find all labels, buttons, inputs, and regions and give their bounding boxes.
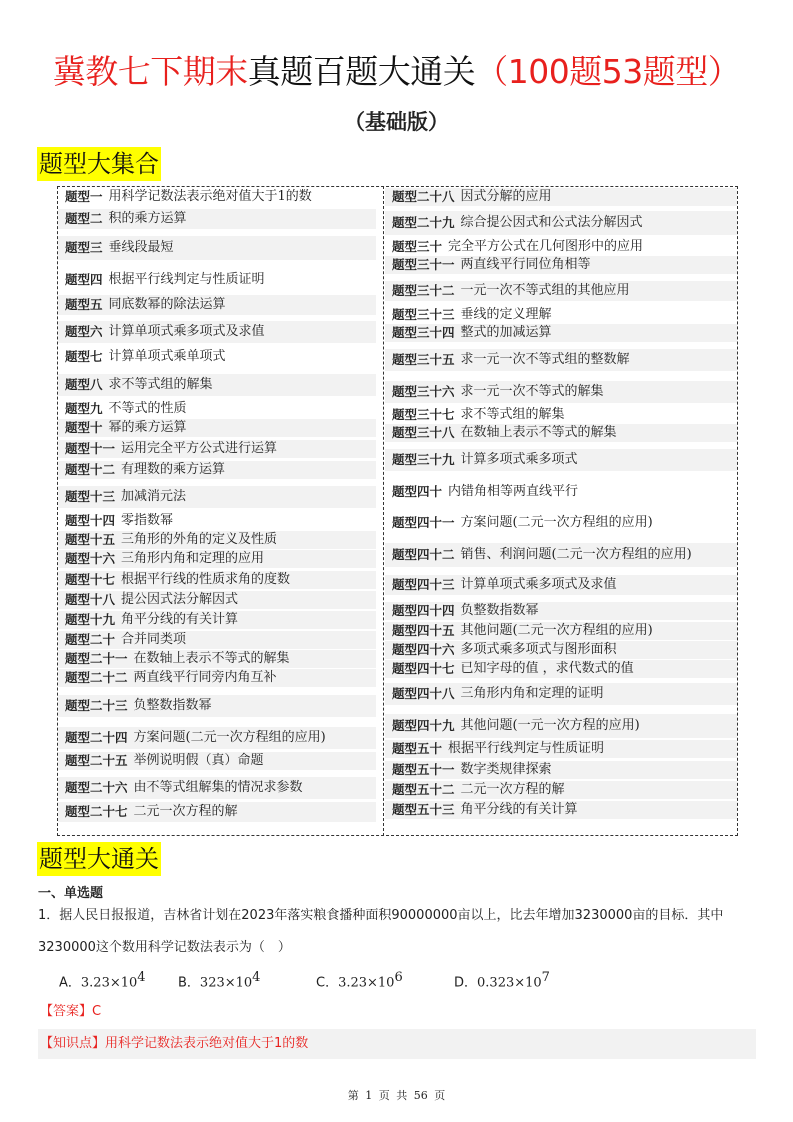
toc-item-text: 求不等式组的解集: [460, 407, 565, 422]
toc-item-right-5: [385, 281, 737, 301]
toc-item-left-11: [58, 440, 376, 458]
toc-item-left-20: [58, 631, 376, 649]
toc-item-left-23: [58, 695, 376, 717]
toc-item-text: 加减消元法: [121, 489, 187, 504]
toc-item-text: 两直线平行同位角相等: [460, 257, 591, 272]
title-red-part: 冀教七下期末: [52, 52, 248, 91]
toc-item-text: 零指数幂: [121, 513, 174, 528]
toc-item-label: 题型五: [65, 297, 103, 312]
toc-item-left-6: [58, 321, 376, 343]
toc-item-text: 三角形的外角的定义及性质: [121, 532, 278, 547]
toc-item-right-13: [385, 481, 737, 503]
toc-item-text: 角平分线的有关计算: [460, 802, 578, 817]
toc-item-right-14: [385, 513, 737, 533]
toc-item-text: 角平分线的有关计算: [121, 612, 239, 627]
toc-item-label: 题型七: [65, 349, 103, 364]
toc-item-label: 题型三十: [392, 239, 443, 254]
toc-item-right-1: [385, 188, 737, 206]
toc-divider: [383, 186, 384, 836]
toc-item-text: 举例说明假（真）命题: [133, 753, 264, 768]
toc-item-text: 数字类规律探索: [460, 762, 552, 777]
toc-item-left-19: [58, 611, 376, 629]
part-title: 一、单选题: [38, 886, 104, 901]
section-heading-practice: 题型大通关: [37, 842, 161, 876]
toc-item-text: 根据平行线判定与性质证明: [108, 272, 265, 287]
toc-item-right-3: [385, 238, 737, 256]
toc-item-text: 综合提公因式和公式法分解因式: [460, 215, 643, 230]
toc-item-left-27: [58, 802, 376, 822]
toc-item-right-22: [385, 714, 737, 738]
toc-item-left-13: [58, 486, 376, 508]
toc-item-text: 垂线段最短: [108, 240, 174, 255]
toc-item-text: 两直线平行同旁内角互补: [133, 670, 277, 685]
toc-item-left-21: [58, 650, 376, 668]
toc-item-text: 完全平方公式在几何图形中的应用: [448, 239, 644, 254]
toc-item-label: 题型九: [65, 401, 103, 416]
document-subtitle: （基础版）: [344, 110, 449, 134]
toc-item-label: 题型二十: [65, 632, 116, 647]
knowledge-row: 【知识点】用科学记数法表示绝对值大于1的数: [38, 1029, 756, 1059]
toc-item-text: 由不等式组解集的情况求参数: [133, 780, 303, 795]
toc-item-label: 题型四十九: [392, 718, 455, 733]
toc-item-label: 题型八: [65, 377, 103, 392]
toc-item-right-25: [385, 781, 737, 799]
toc-item-label: 题型三十四: [392, 325, 455, 340]
option-b: B．$323\times 10^4$: [178, 970, 261, 991]
toc-item-label: 题型五十二: [392, 782, 455, 797]
toc-item-label: 题型四: [65, 272, 103, 287]
toc-item-label: 题型五十一: [392, 762, 455, 777]
toc-item-text: 幂的乘方运算: [108, 420, 187, 435]
toc-item-right-4: [385, 256, 737, 274]
toc-item-text: 在数轴上表示不等式的解集: [460, 425, 617, 440]
toc-item-label: 题型五十三: [392, 802, 455, 817]
toc-item-label: 题型四十三: [392, 577, 455, 592]
toc-item-left-9: [58, 400, 376, 418]
toc-item-text: 不等式的性质: [108, 401, 187, 416]
toc-item-label: 题型四十五: [392, 623, 455, 638]
toc-item-label: 题型四十一: [392, 515, 455, 530]
toc-item-text: 已知字母的值 ，求代数式的值: [460, 661, 634, 676]
option-c: C．$3.23\times 10^6$: [316, 970, 403, 991]
question-1-line-1: 1．据人民日报报道，吉林省计划在2023年落实粮食播种面积90000000亩以上，比去年增加3230000亩的目标．其中: [38, 908, 724, 923]
toc-item-label: 题型四十四: [392, 603, 455, 618]
toc-item-text: 因式分解的应用: [460, 189, 552, 204]
toc-item-right-15: [385, 543, 737, 567]
toc-item-right-11: [385, 424, 737, 442]
toc-item-label: 题型二十二: [65, 670, 128, 685]
answer-row: 【答案】C: [40, 1004, 102, 1019]
question-1-line-2: 3230000这个数用科学记数法表示为（ ）: [38, 940, 291, 955]
toc-item-right-26: [385, 801, 737, 819]
toc-item-label: 题型十五: [65, 532, 116, 547]
toc-item-right-17: [385, 602, 737, 620]
section-heading-collection: 题型大集合: [37, 147, 161, 181]
toc-item-label: 题型二十六: [65, 780, 128, 795]
toc-item-right-2: [385, 211, 737, 235]
toc-item-left-14: [58, 512, 376, 530]
toc-item-left-25: [58, 752, 376, 770]
toc-item-right-19: [385, 641, 737, 659]
toc-item-text: 同底数幂的除法运算: [108, 297, 226, 312]
toc-item-right-21: [385, 683, 737, 705]
toc-item-text: 一元一次不等式组的其他应用: [460, 283, 630, 298]
toc-item-label: 题型二十七: [65, 804, 128, 819]
toc-item-label: 题型十四: [65, 513, 116, 528]
toc-item-text: 求不等式组的解集: [108, 377, 213, 392]
toc-item-left-8: [58, 374, 376, 396]
toc-item-left-17: [58, 571, 376, 589]
toc-item-right-20: [385, 660, 737, 678]
toc-item-label: 题型二十一: [65, 651, 128, 666]
toc-item-label: 题型四十七: [392, 661, 455, 676]
toc-item-right-6: [385, 306, 737, 324]
toc-item-left-2: [58, 209, 376, 229]
toc-item-right-10: [385, 406, 737, 424]
toc-item-label: 题型十一: [65, 441, 116, 456]
toc-item-label: 题型三十六: [392, 384, 455, 399]
toc-item-label: 题型三十三: [392, 307, 455, 322]
toc-item-text: 在数轴上表示不等式的解集: [133, 651, 290, 666]
toc-item-text: 二元一次方程的解: [133, 804, 238, 819]
toc-item-label: 题型十八: [65, 592, 116, 607]
toc-item-left-12: [58, 461, 376, 479]
toc-item-text: 求一元一次不等式的解集: [460, 384, 604, 399]
toc-item-text: 有理数的乘方运算: [121, 462, 226, 477]
toc-item-label: 题型二: [65, 211, 103, 226]
toc-item-left-3: [58, 236, 376, 260]
toc-item-text: 计算单项式乘多项式及求值: [460, 577, 617, 592]
toc-item-label: 题型二十八: [392, 189, 455, 204]
toc-item-text: 三角形内角和定理的证明: [460, 686, 604, 701]
document-title: [0, 46, 793, 93]
toc-item-text: 二元一次方程的解: [460, 782, 565, 797]
toc-item-text: 合并同类项: [121, 632, 187, 647]
title-black-part: 真题百题大通关: [247, 52, 476, 91]
toc-item-label: 题型十三: [65, 489, 116, 504]
toc-item-text: 积的乘方运算: [108, 211, 187, 226]
toc-item-text: 垂线的定义理解: [460, 307, 552, 322]
toc-item-text: 计算单项式乘多项式及求值: [108, 324, 265, 339]
toc-item-label: 题型三十七: [392, 407, 455, 422]
toc-item-label: 题型三十八: [392, 425, 455, 440]
toc-item-right-16: [385, 575, 737, 595]
toc-item-left-22: [58, 669, 376, 687]
toc-item-label: 题型三: [65, 240, 103, 255]
toc-item-left-4: [58, 268, 376, 292]
toc-item-text: 用科学记数法表示绝对值大于1的数: [108, 189, 312, 204]
toc-item-right-7: [385, 324, 737, 342]
toc-item-label: 题型十二: [65, 462, 116, 477]
toc-item-text: 内错角相等两直线平行: [448, 484, 579, 499]
toc-item-text: 负整数指数幂: [460, 603, 539, 618]
toc-item-label: 题型十六: [65, 551, 116, 566]
toc-item-left-10: [58, 419, 376, 437]
toc-item-text: 其他问题(二元一次方程组的应用): [460, 623, 653, 638]
toc-item-text: 计算多项式乘多项式: [460, 452, 578, 467]
toc-item-text: 方案问题(二元一次方程组的应用): [133, 730, 326, 745]
toc-item-label: 题型四十八: [392, 686, 455, 701]
toc-item-label: 题型二十九: [392, 215, 455, 230]
toc-item-right-23: [385, 740, 737, 758]
toc-item-text: 计算单项式乘单项式: [108, 349, 226, 364]
toc-item-label: 题型十七: [65, 572, 116, 587]
toc-item-text: 方案问题(二元一次方程组的应用): [460, 515, 653, 530]
toc-item-text: 多项式乘多项式与图形面积: [460, 642, 617, 657]
toc-item-text: 运用完全平方公式进行运算: [121, 441, 278, 456]
toc-item-label: 题型二十四: [65, 730, 128, 745]
toc-item-text: 根据平行线的性质求角的度数: [121, 572, 291, 587]
toc-item-left-18: [58, 591, 376, 609]
toc-item-left-5: [58, 295, 376, 315]
toc-item-right-9: [385, 381, 737, 403]
toc-item-label: 题型三十九: [392, 452, 455, 467]
toc-item-text: 三角形内角和定理的应用: [121, 551, 265, 566]
toc-item-text: 提公因式法分解因式: [121, 592, 239, 607]
toc-item-label: 题型一: [65, 189, 103, 204]
toc-item-left-1: [58, 188, 376, 206]
toc-item-label: 题型二十五: [65, 753, 128, 768]
toc-item-text: 整式的加减运算: [460, 325, 552, 340]
toc-item-text: 负整数指数幂: [133, 698, 212, 713]
toc-item-left-24: [58, 727, 376, 749]
toc-item-label: 题型十九: [65, 612, 116, 627]
toc-item-left-16: [58, 550, 376, 568]
toc-item-text: 其他问题(一元一次方程的应用): [460, 718, 640, 733]
title-red-suffix: （100题53题型）: [475, 52, 741, 91]
toc-item-right-12: [385, 449, 737, 471]
toc-item-label: 题型三十二: [392, 283, 455, 298]
toc-item-label: 题型四十二: [392, 547, 455, 562]
toc-item-label: 题型六: [65, 324, 103, 339]
toc-item-right-8: [385, 349, 737, 371]
option-a: A．$3.23\times 10^4$: [59, 970, 146, 991]
toc-item-text: 根据平行线判定与性质证明: [448, 741, 605, 756]
toc-item-text: 销售、利润问题(二元一次方程组的应用): [460, 547, 692, 562]
toc-item-left-26: [58, 777, 376, 799]
toc-item-label: 题型四十六: [392, 642, 455, 657]
toc-item-left-7: [58, 347, 376, 367]
toc-item-label: 题型三十一: [392, 257, 455, 272]
toc-item-right-24: [385, 761, 737, 779]
option-d: D．$0.323\times 10^7$: [454, 970, 550, 991]
toc-item-right-18: [385, 622, 737, 640]
page-footer: 第 1 页 共 56 页: [347, 1089, 446, 1102]
toc-item-label: 题型四十: [392, 484, 443, 499]
toc-item-text: 求一元一次不等式组的整数解: [460, 352, 630, 367]
toc-item-label: 题型十: [65, 420, 103, 435]
toc-item-left-15: [58, 531, 376, 549]
toc-item-label: 题型三十五: [392, 352, 455, 367]
toc-item-label: 题型二十三: [65, 698, 128, 713]
toc-item-label: 题型五十: [392, 741, 443, 756]
